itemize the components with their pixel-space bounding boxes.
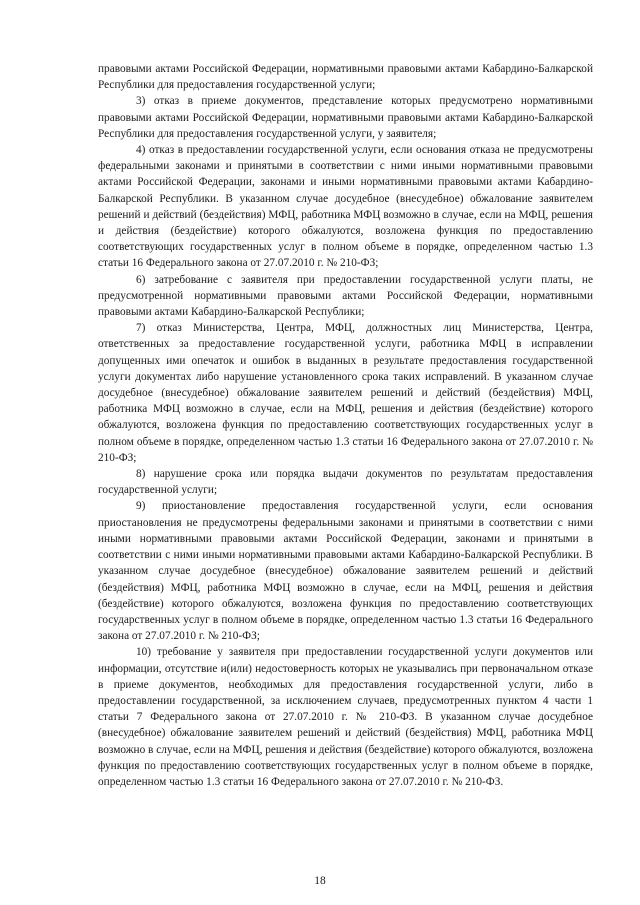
paragraph-item-9: 9) приостановление предоставления государственной услуги, если основания приостановления не предусмотрены федеральными законами и принятыми в соответствии с ними иными нормативными правовыми актами Российской Федерации, законами и принятыми в соответствии с ними иными нормативными правовыми актами Кабардино-Балкарской Республики. В указанном случае досудебное (внесудебное) обжалование заявителем решений и действий (бездействия) МФЦ, работника МФЦ возможно в случае, если на МФЦ, решения и действия (бездействие) которого обжалуются, возложена функция по предоставлению соответствующих государственных услуг в полном объеме в порядке, определенном частью 1.3 статьи 16 Федерального закона от 27.07.2010 г. № 210-ФЗ; xyxy=(98,500,593,643)
paragraph-item-6: 6) затребование с заявителя при предоставлении государственной услуги платы, не предусмотренной нормативными правовыми актами Российской Федерации, нормативными правовыми актами Кабардино-Балкарской Республики; xyxy=(98,273,593,319)
document-body xyxy=(98,61,593,790)
paragraph-item-3: 3) отказ в приеме документов, представление которых предусмотрено нормативными правовыми актами Российской Федерации, нормативными правовыми актами Кабардино-Балкарской Республики для предоставления государственной услуги, у заявителя; xyxy=(98,95,593,140)
page-number: 18 xyxy=(314,875,326,887)
paragraph-item-10: 10) требование у заявителя при предоставлении государственной услуги документов или информации, отсутствие и(или) недостоверность которых не указывались при первоначальном отказе в приеме документов, необходимых для предоставления государственной услуги, либо в предоставлении государственной, за исключением случаев, предусмотренных пунктом 4 части 1 статьи 7 Федерального закона от 27.07.2010 г. № 210-ФЗ. В указанном случае досудебное (внесудебное) обжалование заявителем решений и действий (бездействия) МФЦ, работника МФЦ возможно в случае, если на МФЦ, решения и действия (бездействие) которого обжалуются, возложена функция по предоставлению соответствующих государственных услуг в полном объеме в порядке, определенном частью 1.3 статьи 16 Федерального закона от 27.07.2010 г. № 210-ФЗ. xyxy=(98,646,593,788)
paragraph-item-8: 8) нарушение срока или порядка выдачи документов по результатам предоставления государственной услуги; xyxy=(98,468,593,497)
paragraph-item-7: 7) отказ Министерства, Центра, МФЦ, должностных лиц Министерства, Центра, ответственных за предоставление государственной услуги, работника МФЦ в исправлении допущенных ими опечаток и ошибок в выданных в результате предоставления государственной услуги документах либо нарушение установленного срока таких исправлений. В указанном случае досудебное (внесудебное) обжалование заявителем решений и действий (бездействия) МФЦ, работника МФЦ возможно в случае, если на МФЦ, решения и действия (бездействие) которого обжалуются, возложена функция по предоставлению соответствующих государственных услуг в полном объеме в порядке, определенном частью 1.3 статьи 16 Федерального закона от 27.07.2010 г. № 210-ФЗ; xyxy=(98,322,593,464)
paragraph-continuation: правовыми актами Российской Федерации, нормативными правовыми актами Кабардино-Балкарской Республики для предоставления государственной услуги; xyxy=(98,63,593,92)
paragraph-item-4: 4) отказ в предоставлении государственной услуги, если основания отказа не предусмотрены федеральными законами и принятыми в соответствии с ними иными нормативными правовыми актами Российской Федерации, законами и иными нормативными правовыми актами Кабардино-Балкарской Республики. В указанном случае досудебное (внесудебное) обжалование заявителем решений и действий (бездействия) МФЦ, работника МФЦ возможно в случае, если на МФЦ, решения и действия (бездействие) которого обжалуются, возложена функция по предоставлению соответствующих государственных услуг в полном объеме в порядке, определенном частью 1.3 статьи 16 Федерального закона от 27.07.2010 г. № 210-ФЗ; xyxy=(98,144,593,270)
